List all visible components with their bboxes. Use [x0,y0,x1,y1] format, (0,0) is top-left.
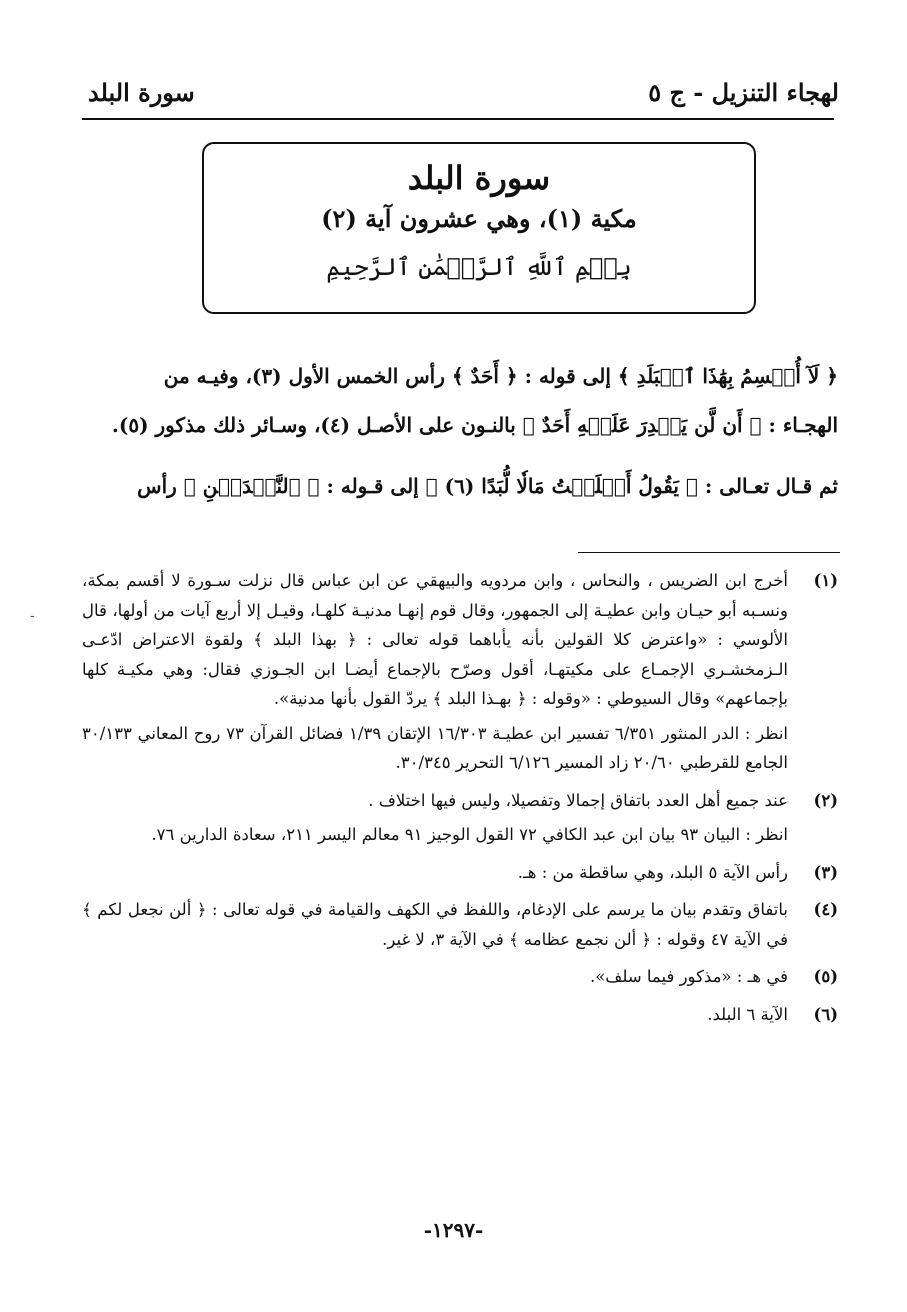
footnote-body [82,858,788,893]
footnotes [82,566,838,1037]
surah-subtitle: مكية (١)، وهي عشرون آية (٢) [321,204,637,233]
footnote-number: (٤) [813,900,838,919]
footnote-body [82,786,788,855]
footnote [82,1000,838,1035]
footnote-body [82,1000,788,1035]
footnote-paragraph: الآية ٦ البلد. [707,1004,788,1024]
footnote-paragraph: رأس الآية ٥ البلد، وهي ساقطة من : هـ. [517,862,788,882]
footnote-body [82,895,788,959]
footnote-body [82,566,788,783]
footnote-number: (٦) [813,1004,838,1024]
body-line: الهجـاء : ﴿ أَن لَّن يَقۡدِرَ عَلَيۡهِ أَحَدٌ ﴾ بالنـون على الأصـل (٤)، وسـائر ذلك مذكور (٥). [111,413,838,437]
footnote-paragraph: في هـ : «مذكور فيما سلف». [589,967,788,986]
margin-mark: - [30,608,35,624]
footnote-paragraph: باتفاق وتقدم بيان ما يرسم على الإدغام، واللفظ في الكهف والقيامة في قوله تعالى : ﴿ ألن نجعل لكم ﴾ في الآية ٤٧ وقوله : ﴿ ألن نجمع عظامه ﴾ في الآية ٣، لا غير. [82,900,788,949]
footnote [82,895,838,959]
footnote [82,566,838,783]
footnote-paragraph: انظر : الدر المنثور ٦/٣٥١ تفسير ابن عطيـة ١٦/٣٠٣ الإتقان ١/٣٩ فضائل القرآن ٧٣ روح المعاني ٣٠/١٣٣ الجامع للقرطبي ٢٠/٦٠ زاد المسير ٦/١٢٦ التحرير ٣٠/٣٤٥. [82,723,788,772]
surah-title-box [202,142,756,314]
running-header-surah-title: سورة البلد [88,78,195,107]
body-line: ثم قـال تعـالى : ﴿ يَقُولُ أَهۡلَكۡتُ مَالٗا لُّبَدًا (٦) ﴾ إلى قـوله : ﴿ ٱلنَّجۡدَيۡنِ ﴾ رأس [137,474,838,498]
footnote-number: (٢) [813,790,838,810]
footnote-number: (٥) [813,967,838,986]
footnote [82,786,838,855]
surah-name: سورة البلد [407,159,551,197]
basmala: بِسۡمِ ٱللَّهِ ٱلرَّحۡمَٰنِ ٱلرَّحِيمِ [326,253,632,281]
footnote-body [82,962,788,997]
footnote [82,858,838,893]
header-divider [82,118,834,120]
body-line: ﴿ لَآ أُقۡسِمُ بِهَٰذَا ٱلۡبَلَدِ ﴾ إلى قوله : ﴿ أَحَدٌ ﴾ رأس الخمس الأول (٣)، وفيـه من [163,364,838,388]
page-number: -١٢٩٧- [423,1218,484,1242]
footnote-number: (٣) [813,862,838,882]
footnote-paragraph: أخرج ابن الضريس ، والنحاس ، وابن مردويه والبيهقي عن ابن عباس قال نزلت سـورة لا أقسم بمكة، ونسـبه أبو حيـان وابن عطيـة إلى الجمهور، وقال قوم إنهـا مدنيـة كلهـا، وقيـل إلا أربع آيات من أولها، قال الألوسي : «واعترض كلا القولين بأنه يأباهما قوله تعالى : ﴿ بهذا البلد ﴾ ولقوة الاعتراض ادّعـى الـزمخشـري الإجمـاع على مكيتهـا، أقول وصرّح بالإجماع أيضـا ابن الجـوزي فقال: وهي مكيـة كلها بإجماعهم» وقال السيوطي : «وقوله : ﴿ بهـذا البلد ﴾ يردّ القول بأنها مدنية». [82,571,788,708]
footnote-paragraph: انظر : البيان ٩٣ بيان ابن عبد الكافي ٧٢ القول الوجيز ٩١ معالم اليسر ٢١١، سعادة الدارين ٧٦. [151,825,788,844]
footnote [82,962,838,997]
footnote-paragraph: عند جميع أهل العدد باتفاق إجمالا وتفصيلا، وليس فيها اختلاف . [368,790,788,810]
main-text [84,352,838,511]
footnote-number: (١) [813,571,838,590]
running-header-book-title: لهجاء التنزيل - ج ٥ [648,78,839,107]
footnote-divider [578,552,840,553]
